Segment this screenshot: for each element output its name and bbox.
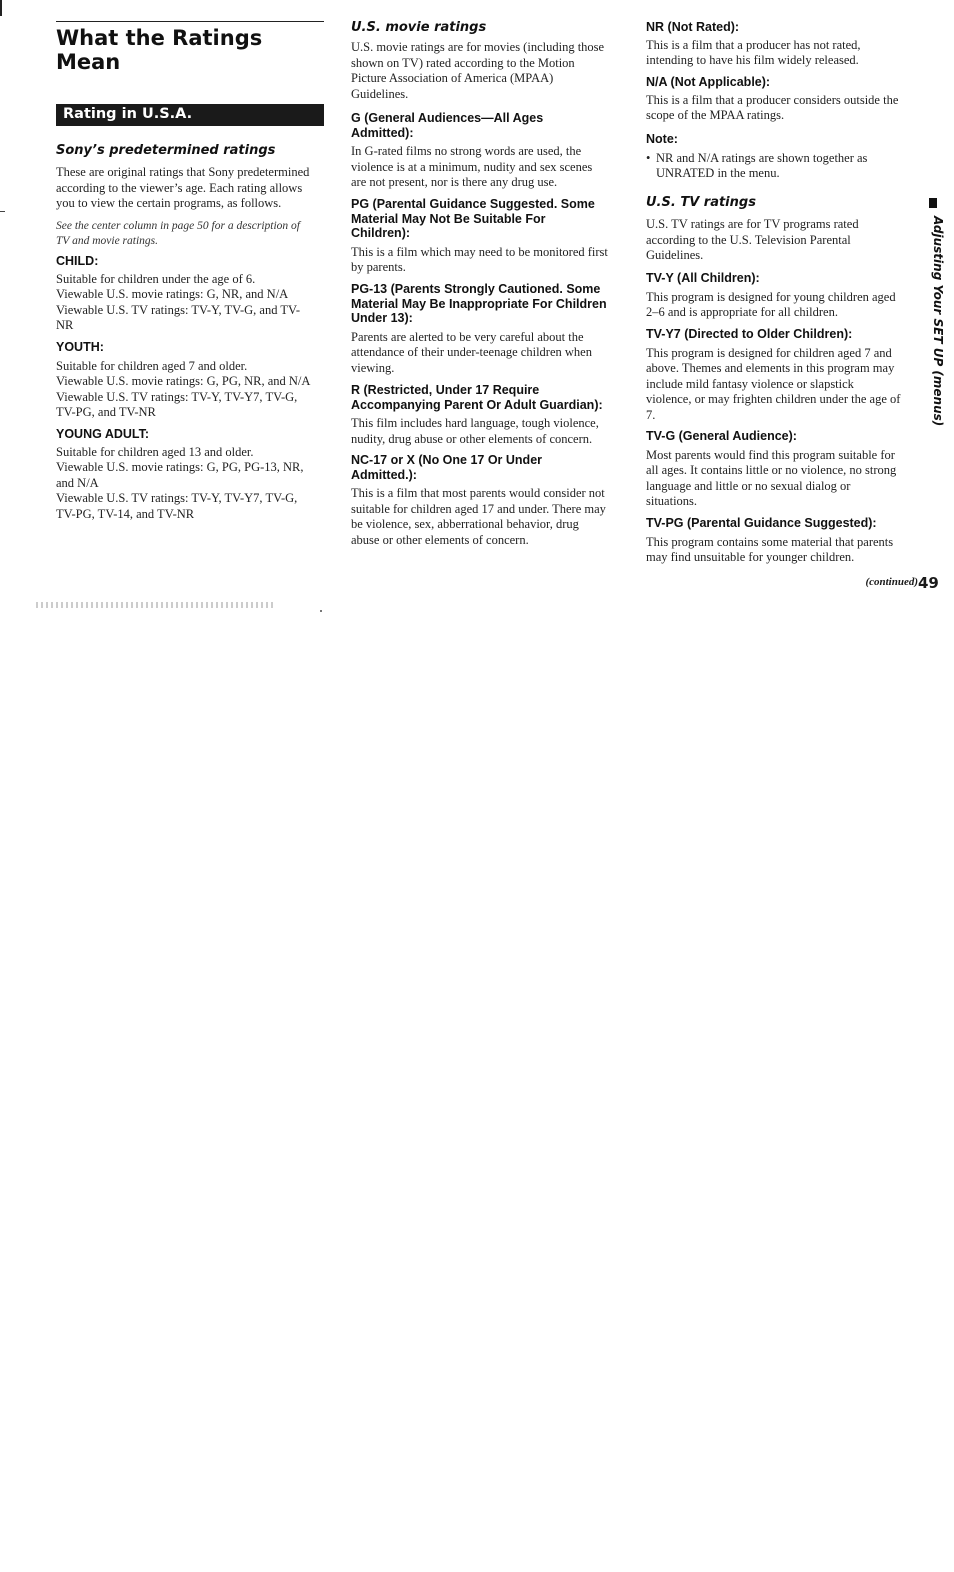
ratings-note xyxy=(646,132,918,182)
young-adult-title: YOUNG ADULT: xyxy=(56,427,150,441)
side-tab-label: Adjusting Your SET UP (menus) xyxy=(931,216,945,427)
tvg-line: language and little or no sexual dialog or xyxy=(646,478,851,493)
nr-line: This is a film that a producer has not rated, xyxy=(646,37,861,52)
continued-label: (continued) xyxy=(865,576,918,588)
tvg-line: Most parents would find this program suitable for xyxy=(646,447,895,462)
tv-intro-line: according to the U.S. Television Parental xyxy=(646,232,851,247)
rating-r xyxy=(351,383,623,447)
section-bar xyxy=(56,104,324,126)
tvg-line: all ages. It contains little or no violence, no strong xyxy=(646,463,897,478)
g-line: are not present, nor is there any drug use. xyxy=(351,175,558,190)
rating-pg xyxy=(351,197,623,276)
pg-title-line: Children): xyxy=(351,226,411,240)
youth-line: Viewable U.S. TV ratings: TV-Y, TV-Y7, TV-G, xyxy=(56,389,298,404)
pg13-title-line: Material May Be Inappropriate For Children xyxy=(351,296,607,311)
note-bullet-line: NR and N/A ratings are shown together as xyxy=(656,150,868,165)
rating-nr xyxy=(646,20,918,69)
movie-ratings-heading-block xyxy=(351,20,623,36)
nr-title: NR (Not Rated): xyxy=(646,20,740,34)
title-top-rule xyxy=(56,21,324,22)
young-adult-line: TV-PG, TV-14, and TV-NR xyxy=(56,506,195,521)
tvg-line: situations. xyxy=(646,494,698,509)
pg-title-line: Material May Not Be Suitable For xyxy=(351,211,546,226)
rating-na xyxy=(646,75,918,124)
rating-g xyxy=(351,111,623,191)
tvy-line: 2–6 and is appropriate for all children. xyxy=(646,305,838,320)
nr-line: intending to have his film widely released. xyxy=(646,53,859,68)
child-title: CHILD: xyxy=(56,254,99,268)
youth-line: Suitable for children aged 7 and older. xyxy=(56,358,248,373)
tv-intro-line: U.S. TV ratings are for TV programs rated xyxy=(646,217,859,231)
movie-intro-line: Picture Association of America (MPAA) xyxy=(351,71,554,86)
nc17-line: suitable for children aged 17 and under. There may xyxy=(351,501,606,516)
section-bar-label: Rating in U.S.A. xyxy=(63,106,193,122)
page-title: What the Ratings Mean xyxy=(56,26,263,74)
pg13-title-line: PG-13 (Parents Strongly Cautioned. Some xyxy=(351,282,601,296)
tv-intro-line: Guidelines. xyxy=(646,248,704,263)
rating-tvy xyxy=(646,271,918,321)
pg-line: This is a film which may need to be monitored first xyxy=(351,244,608,259)
movie-ratings-intro xyxy=(351,40,623,102)
g-line: violence is at a minimum, nudity and sex scenes xyxy=(351,159,593,174)
young-adult-line: Suitable for children aged 13 and older. xyxy=(56,444,254,459)
note-line: See the center column in page 50 for a description of xyxy=(56,220,301,232)
pg13-line: attendance of their under-teenage children when xyxy=(351,345,592,360)
tvy-title: TV-Y (All Children): xyxy=(646,271,760,285)
scan-artifact xyxy=(36,602,276,608)
rating-tvpg xyxy=(646,516,918,566)
nc17-line: abuse or other elements of concern. xyxy=(351,532,529,547)
scan-edge-tick xyxy=(0,211,5,212)
na-title: N/A (Not Applicable): xyxy=(646,75,771,89)
nc17-line: be violence, sex, abberrational behavior, drug xyxy=(351,517,579,532)
tvpg-line: This program contains some material that parents xyxy=(646,534,894,549)
rating-young-adult xyxy=(56,427,326,522)
rating-youth xyxy=(56,340,326,421)
tv-ratings-heading: U.S. TV ratings xyxy=(646,195,756,210)
sony-ratings-heading-block xyxy=(56,143,326,159)
tvpg-title: TV-PG (Parental Guidance Suggested): xyxy=(646,516,877,530)
pg13-title-line: Under 13): xyxy=(351,311,413,325)
intro-line: These are original ratings that Sony predetermined xyxy=(56,165,310,179)
rating-tvg xyxy=(646,429,918,510)
tv-ratings-heading-block xyxy=(646,195,918,211)
bullet-icon: • xyxy=(646,150,651,165)
center-column-note xyxy=(56,219,326,249)
child-line: NR xyxy=(56,318,74,333)
tvy7-line: 7. xyxy=(646,407,656,422)
na-line: scope of the MPAA ratings. xyxy=(646,108,785,123)
nc17-line: This is a film that most parents would consider not xyxy=(351,486,605,500)
movie-intro-line: U.S. movie ratings are for movies (including those xyxy=(351,40,605,54)
tvy7-line: This program is designed for children aged 7 and xyxy=(646,345,892,360)
youth-line: Viewable U.S. movie ratings: G, PG, NR, and N/A xyxy=(56,374,311,389)
tvpg-line: may find unsuitable for younger children. xyxy=(646,550,855,565)
tvy7-line: include mild fantasy violence or slapstick xyxy=(646,376,854,391)
tvy7-line: above. Themes and elements in this program may xyxy=(646,361,895,376)
intro-line: you to view the certain programs, as follows. xyxy=(56,196,282,211)
pg-line: by parents. xyxy=(351,260,406,275)
pg13-line: Parents are alerted to be very careful about the xyxy=(351,329,584,344)
r-line: nudity, drug abuse or other elements of concern. xyxy=(351,431,593,446)
nc17-title-line: NC-17 or X (No One 17 Or Under xyxy=(351,453,543,467)
g-title-line: G (General Audiences—All Ages xyxy=(351,111,544,125)
youth-title: YOUTH: xyxy=(56,340,104,354)
rating-nc17 xyxy=(351,453,623,548)
scan-edge-mark xyxy=(0,0,2,16)
note-line: TV and movie ratings. xyxy=(56,235,159,247)
rating-child xyxy=(56,254,326,334)
tvg-title: TV-G (General Audience): xyxy=(646,429,797,443)
r-title-line: R (Restricted, Under 17 Require xyxy=(351,383,540,397)
young-adult-line: and N/A xyxy=(56,475,99,490)
r-title-line: Accompanying Parent Or Adult Guardian): xyxy=(351,397,603,412)
page-number: 49 xyxy=(918,574,939,592)
pg-title-line: PG (Parental Guidance Suggested. Some xyxy=(351,197,595,211)
sony-ratings-intro xyxy=(56,165,326,212)
child-line: Viewable U.S. TV ratings: TV-Y, TV-G, and TV- xyxy=(56,302,301,317)
note-bullet-line: UNRATED in the menu. xyxy=(656,166,780,181)
rating-pg13 xyxy=(351,282,623,376)
movie-ratings-heading: U.S. movie ratings xyxy=(351,20,487,35)
movie-intro-line: shown on TV) rated according to the Motion xyxy=(351,55,575,70)
child-line: Suitable for children under the age of 6. xyxy=(56,271,256,286)
youth-line: TV-PG, and TV-NR xyxy=(56,405,156,420)
movie-intro-line: Guidelines. xyxy=(351,86,409,101)
tv-ratings-intro xyxy=(646,217,918,264)
note-title: Note: xyxy=(646,132,678,146)
r-line: This film includes hard language, tough violence, xyxy=(351,416,599,430)
tvy-line: This program is designed for young children aged xyxy=(646,289,896,304)
young-adult-line: Viewable U.S. movie ratings: G, PG, PG-13, NR, xyxy=(56,460,304,475)
pg13-line: viewing. xyxy=(351,360,395,375)
child-line: Viewable U.S. movie ratings: G, NR, and N/A xyxy=(56,287,289,302)
tvy7-title: TV-Y7 (Directed to Older Children): xyxy=(646,327,853,341)
sony-ratings-heading: Sony’s predetermined ratings xyxy=(56,143,276,158)
intro-line: according to the viewer’s age. Each rating allows xyxy=(56,180,303,195)
g-title-line: Admitted): xyxy=(351,125,414,140)
tvy7-line: violence, or may frighten children under the age of xyxy=(646,392,901,407)
side-tab-marker-icon xyxy=(929,198,937,208)
g-line: In G-rated films no strong words are used, the xyxy=(351,144,582,158)
scan-artifact-dot xyxy=(320,610,322,612)
nc17-title-line: Admitted.): xyxy=(351,467,417,482)
young-adult-line: Viewable U.S. TV ratings: TV-Y, TV-Y7, TV-G, xyxy=(56,491,298,506)
rating-tvy7 xyxy=(646,327,918,423)
na-line: This is a film that a producer considers outside the xyxy=(646,92,899,107)
